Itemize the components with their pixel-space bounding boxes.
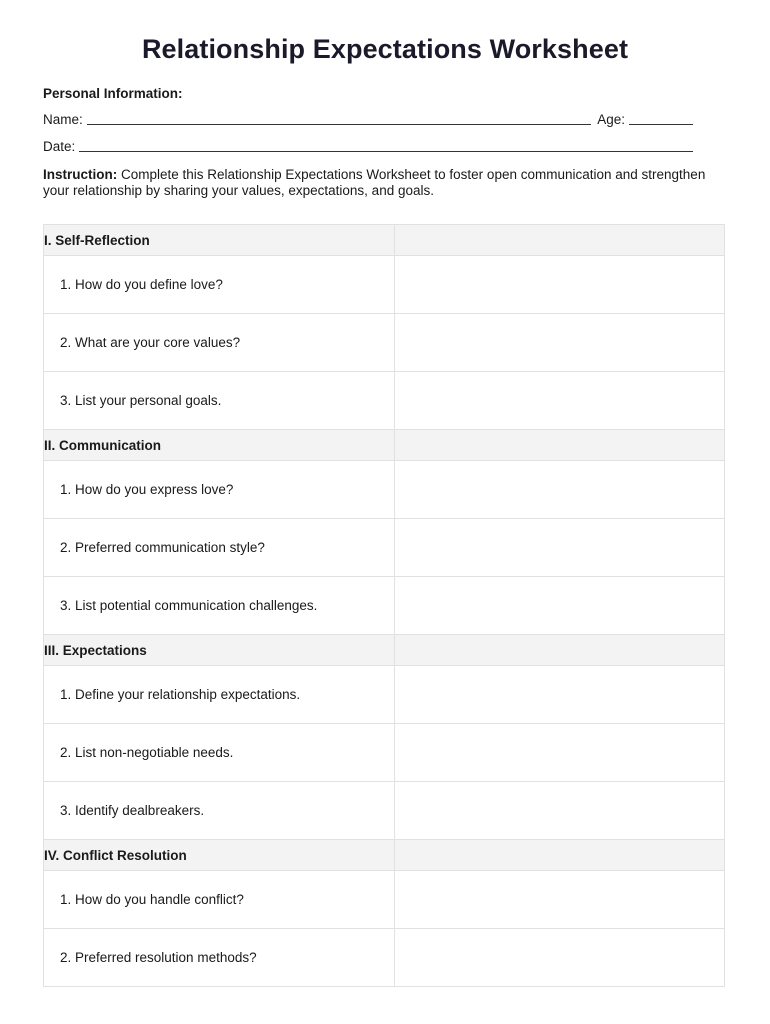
question-text: 1. How do you handle conflict? — [44, 871, 395, 929]
date-label: Date: — [43, 139, 76, 154]
question-row — [44, 577, 725, 635]
answer-cell[interactable] — [395, 724, 725, 782]
answer-cell[interactable] — [395, 666, 725, 724]
question-row — [44, 314, 725, 372]
age-label: Age: — [597, 112, 625, 127]
question-row — [44, 782, 725, 840]
question-row — [44, 519, 725, 577]
answer-cell[interactable] — [395, 929, 725, 987]
answer-cell[interactable] — [395, 314, 725, 372]
question-text: 3. Identify dealbreakers. — [44, 782, 395, 840]
question-text: 1. How do you express love? — [44, 461, 395, 519]
section-header-row — [44, 225, 725, 256]
date-line — [43, 139, 693, 154]
question-text: 2. Preferred resolution methods? — [44, 929, 395, 987]
name-field[interactable] — [87, 112, 591, 125]
section-title: III. Expectations — [44, 635, 395, 666]
age-field[interactable] — [629, 112, 693, 125]
question-row — [44, 871, 725, 929]
instruction-body: Complete this Relationship Expectations Worksheet to foster open communication and strengthen your relationship by sharing your values, expectations, and goals. — [43, 167, 706, 198]
instruction-label: Instruction: — [43, 167, 118, 182]
instruction-text — [43, 167, 708, 199]
section-header-row — [44, 635, 725, 666]
question-text: 2. What are your core values? — [44, 314, 395, 372]
section-title: II. Communication — [44, 430, 395, 461]
section-header-blank — [395, 225, 725, 256]
answer-cell[interactable] — [395, 519, 725, 577]
page-title: Relationship Expectations Worksheet — [141, 34, 629, 64]
question-row — [44, 461, 725, 519]
answer-cell[interactable] — [395, 577, 725, 635]
personal-info-heading: Personal Information: — [43, 86, 183, 101]
question-text: 3. List your personal goals. — [44, 372, 395, 430]
question-text: 2. List non-negotiable needs. — [44, 724, 395, 782]
question-row — [44, 256, 725, 314]
question-row — [44, 666, 725, 724]
section-header-blank — [395, 635, 725, 666]
worksheet-table — [43, 224, 725, 987]
question-text: 1. Define your relationship expectations. — [44, 666, 395, 724]
question-row — [44, 372, 725, 430]
answer-cell[interactable] — [395, 871, 725, 929]
section-title: I. Self-Reflection — [44, 225, 395, 256]
answer-cell[interactable] — [395, 256, 725, 314]
section-header-blank — [395, 430, 725, 461]
section-header-row — [44, 840, 725, 871]
date-field[interactable] — [79, 139, 693, 152]
question-row — [44, 929, 725, 987]
question-text: 3. List potential communication challenges. — [44, 577, 395, 635]
section-header-row — [44, 430, 725, 461]
question-text: 1. How do you define love? — [44, 256, 395, 314]
name-label: Name: — [43, 112, 83, 127]
question-row — [44, 724, 725, 782]
section-title: IV. Conflict Resolution — [44, 840, 395, 871]
answer-cell[interactable] — [395, 782, 725, 840]
section-header-blank — [395, 840, 725, 871]
answer-cell[interactable] — [395, 372, 725, 430]
name-age-line — [43, 112, 693, 127]
answer-cell[interactable] — [395, 461, 725, 519]
question-text: 2. Preferred communication style? — [44, 519, 395, 577]
